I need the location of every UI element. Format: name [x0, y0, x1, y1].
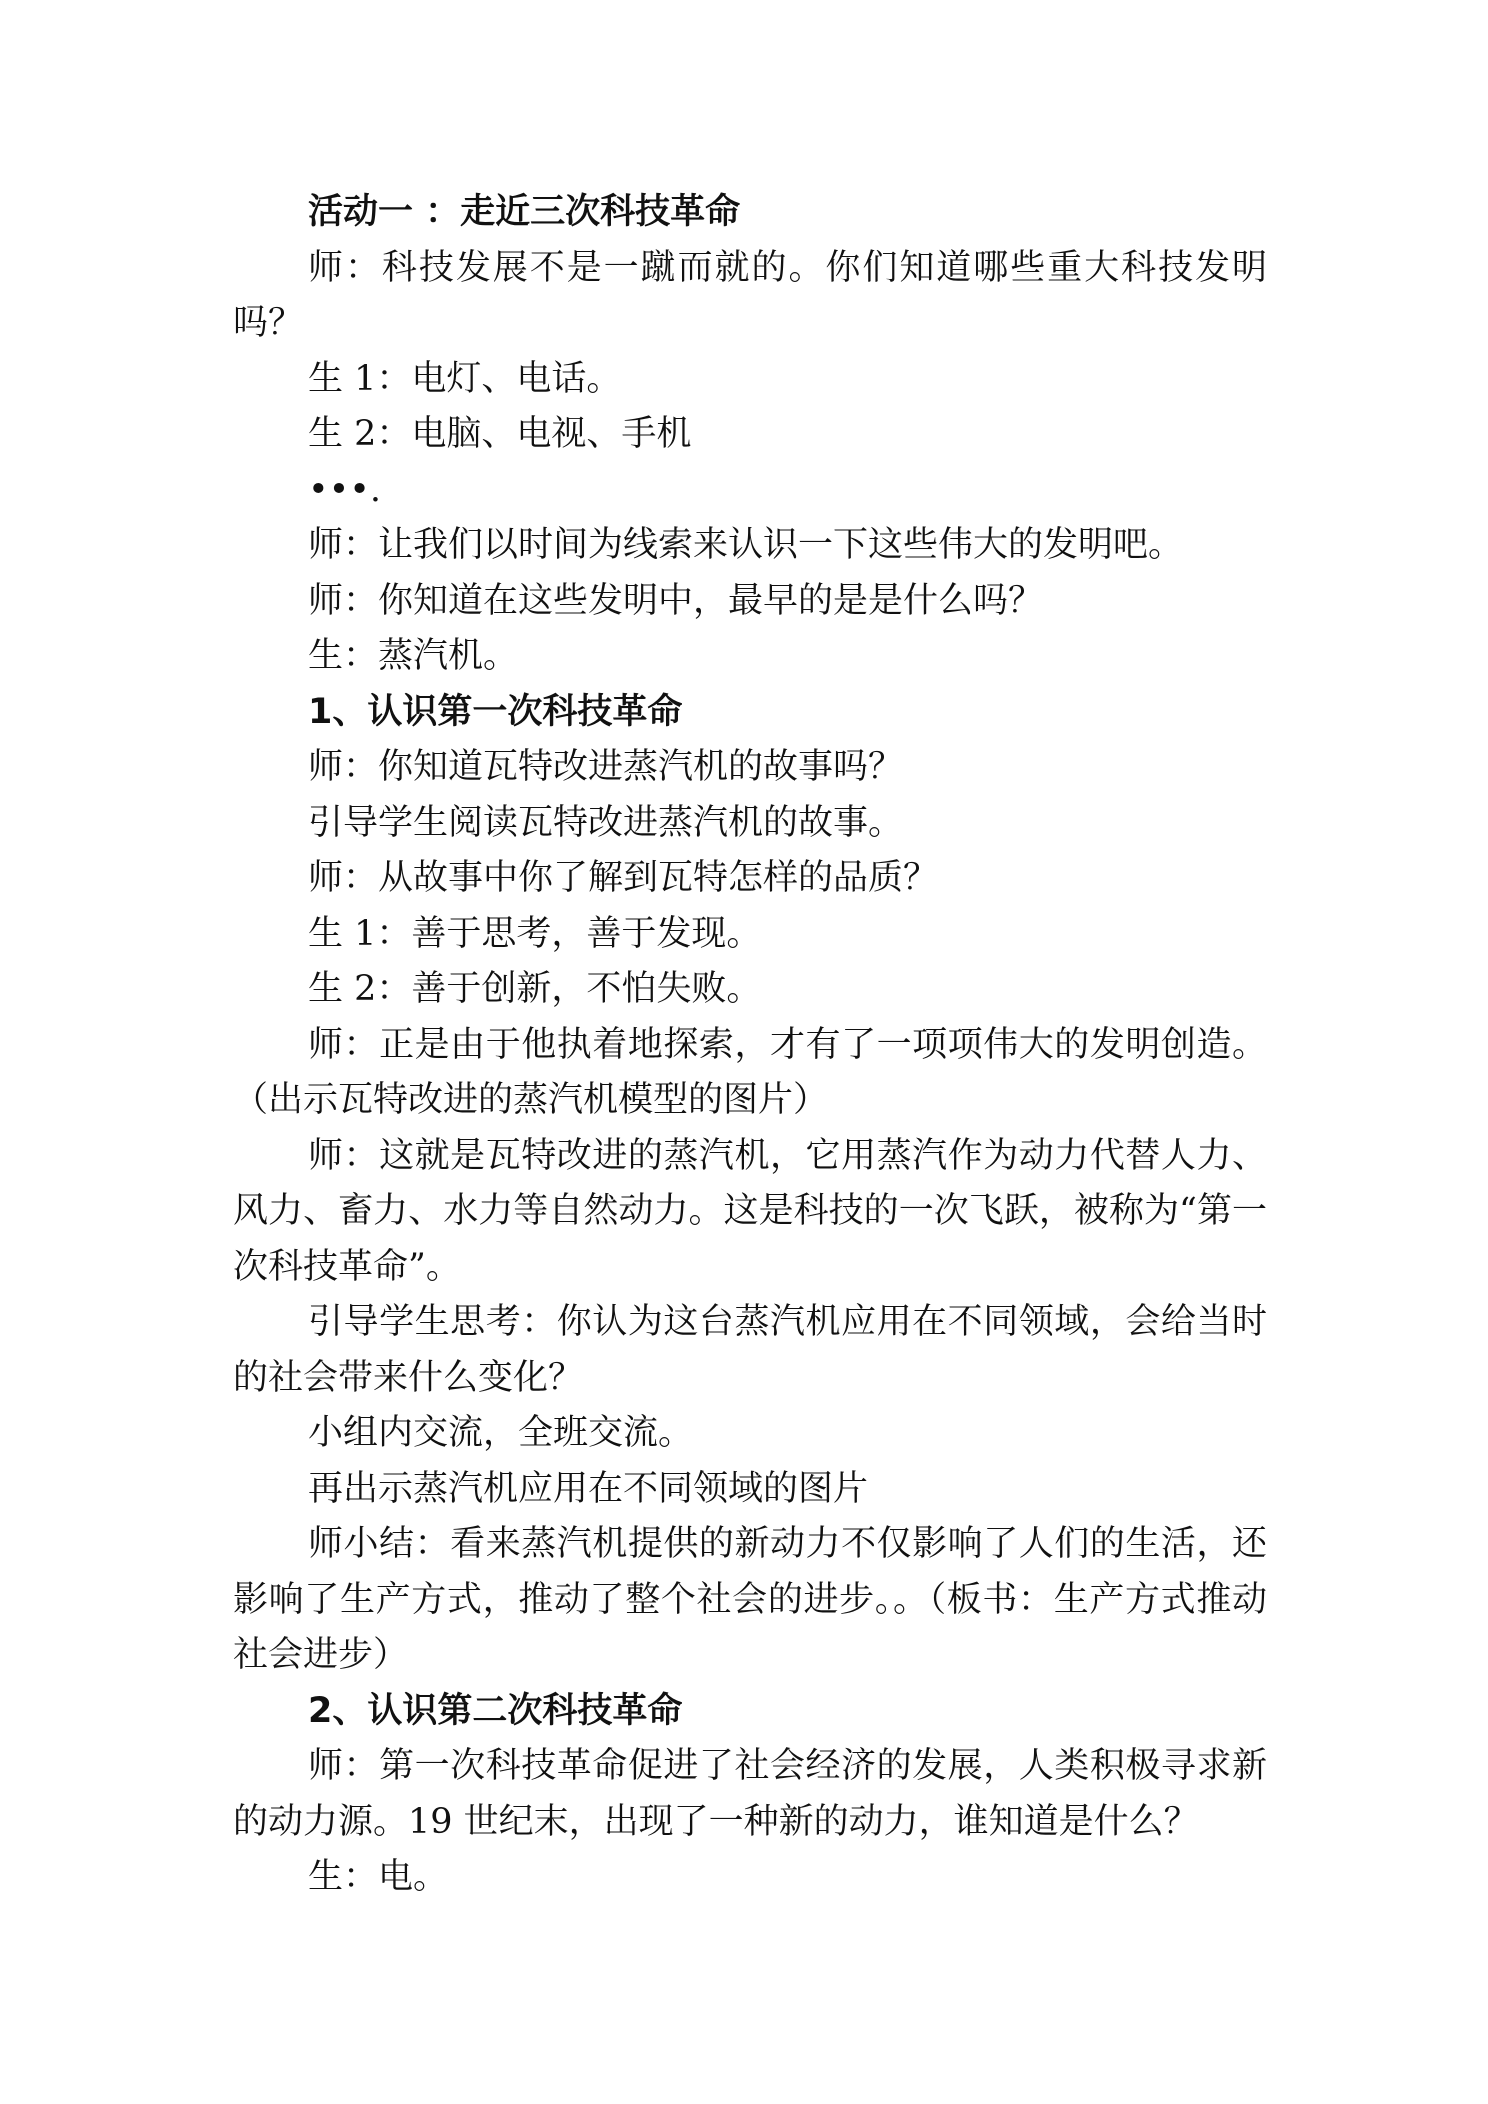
paragraph-teacher-summary: 师小结：看来蒸汽机提供的新动力不仅影响了人们的生活，还影响了生产方式，推动了整个社会的进步。。（板书：生产方式推动社会进步）	[233, 1524, 1267, 1675]
section-1-heading: 1、认识第一次科技革命	[308, 691, 683, 732]
paragraph-group-discussion: 小组内交流，全班交流。	[308, 1413, 694, 1453]
paragraph-student-1-answer: 生 1：电灯、电话。	[308, 358, 622, 399]
paragraph-student-2-quality: 生 2：善于创新，不怕失败。	[308, 969, 762, 1009]
paragraph-teacher-quality: 师：从故事中你了解到瓦特怎样的品质？	[308, 858, 939, 898]
paragraph-teacher-watt-story: 师：你知道瓦特改进蒸汽机的故事吗？	[308, 747, 904, 787]
paragraph-teacher-earliest: 师：你知道在这些发明中，最早的是是什么吗？	[308, 580, 1044, 621]
activity-heading: 活动一 ：走近三次科技革命	[308, 192, 741, 232]
paragraph-teacher-timeline: 师：让我们以时间为线索来认识一下这些伟大的发明吧。	[308, 525, 1184, 565]
document-page	[233, 185, 1267, 1906]
paragraph-ellipsis: •••.	[308, 469, 382, 510]
paragraph-teacher-question: 师：科技发展不是一蹴而就的。你们知道哪些重大科技发明吗？	[233, 247, 1267, 343]
section-2-heading: 2、认识第二次科技革命	[308, 1690, 683, 1731]
paragraph-guide-reading: 引导学生阅读瓦特改进蒸汽机的故事。	[308, 802, 904, 843]
paragraph-teacher-first-revolution: 师：这就是瓦特改进的蒸汽机，它用蒸汽作为动力代替人力、风力、畜力、水力等自然动力。这是科技的一次飞跃，被称为“第一次科技革命”。	[233, 1135, 1267, 1287]
paragraph-student-steam-engine: 生：蒸汽机。	[308, 636, 519, 676]
paragraph-show-pictures: 再出示蒸汽机应用在不同领域的图片	[308, 1468, 869, 1509]
paragraph-student-2-answer: 生 2：电脑、电视、手机	[308, 414, 692, 454]
paragraph-teacher-exploration: 师：正是由于他执着地探索，才有了一项项伟大的发明创造。（出示瓦特改进的蒸汽机模型的图片）	[233, 1024, 1267, 1120]
paragraph-student-1-quality: 生 1：善于思考，善于发现。	[308, 913, 762, 954]
paragraph-teacher-new-power: 师：第一次科技革命促进了社会经济的发展，人类积极寻求新的动力源。19 世纪末，出现了一种新的动力，谁知道是什么？	[233, 1746, 1267, 1842]
paragraph-student-electricity: 生：电。	[308, 1857, 449, 1897]
paragraph-guide-thinking: 引导学生思考：你认为这台蒸汽机应用在不同领域，会给当时的社会带来什么变化？	[233, 1302, 1267, 1398]
